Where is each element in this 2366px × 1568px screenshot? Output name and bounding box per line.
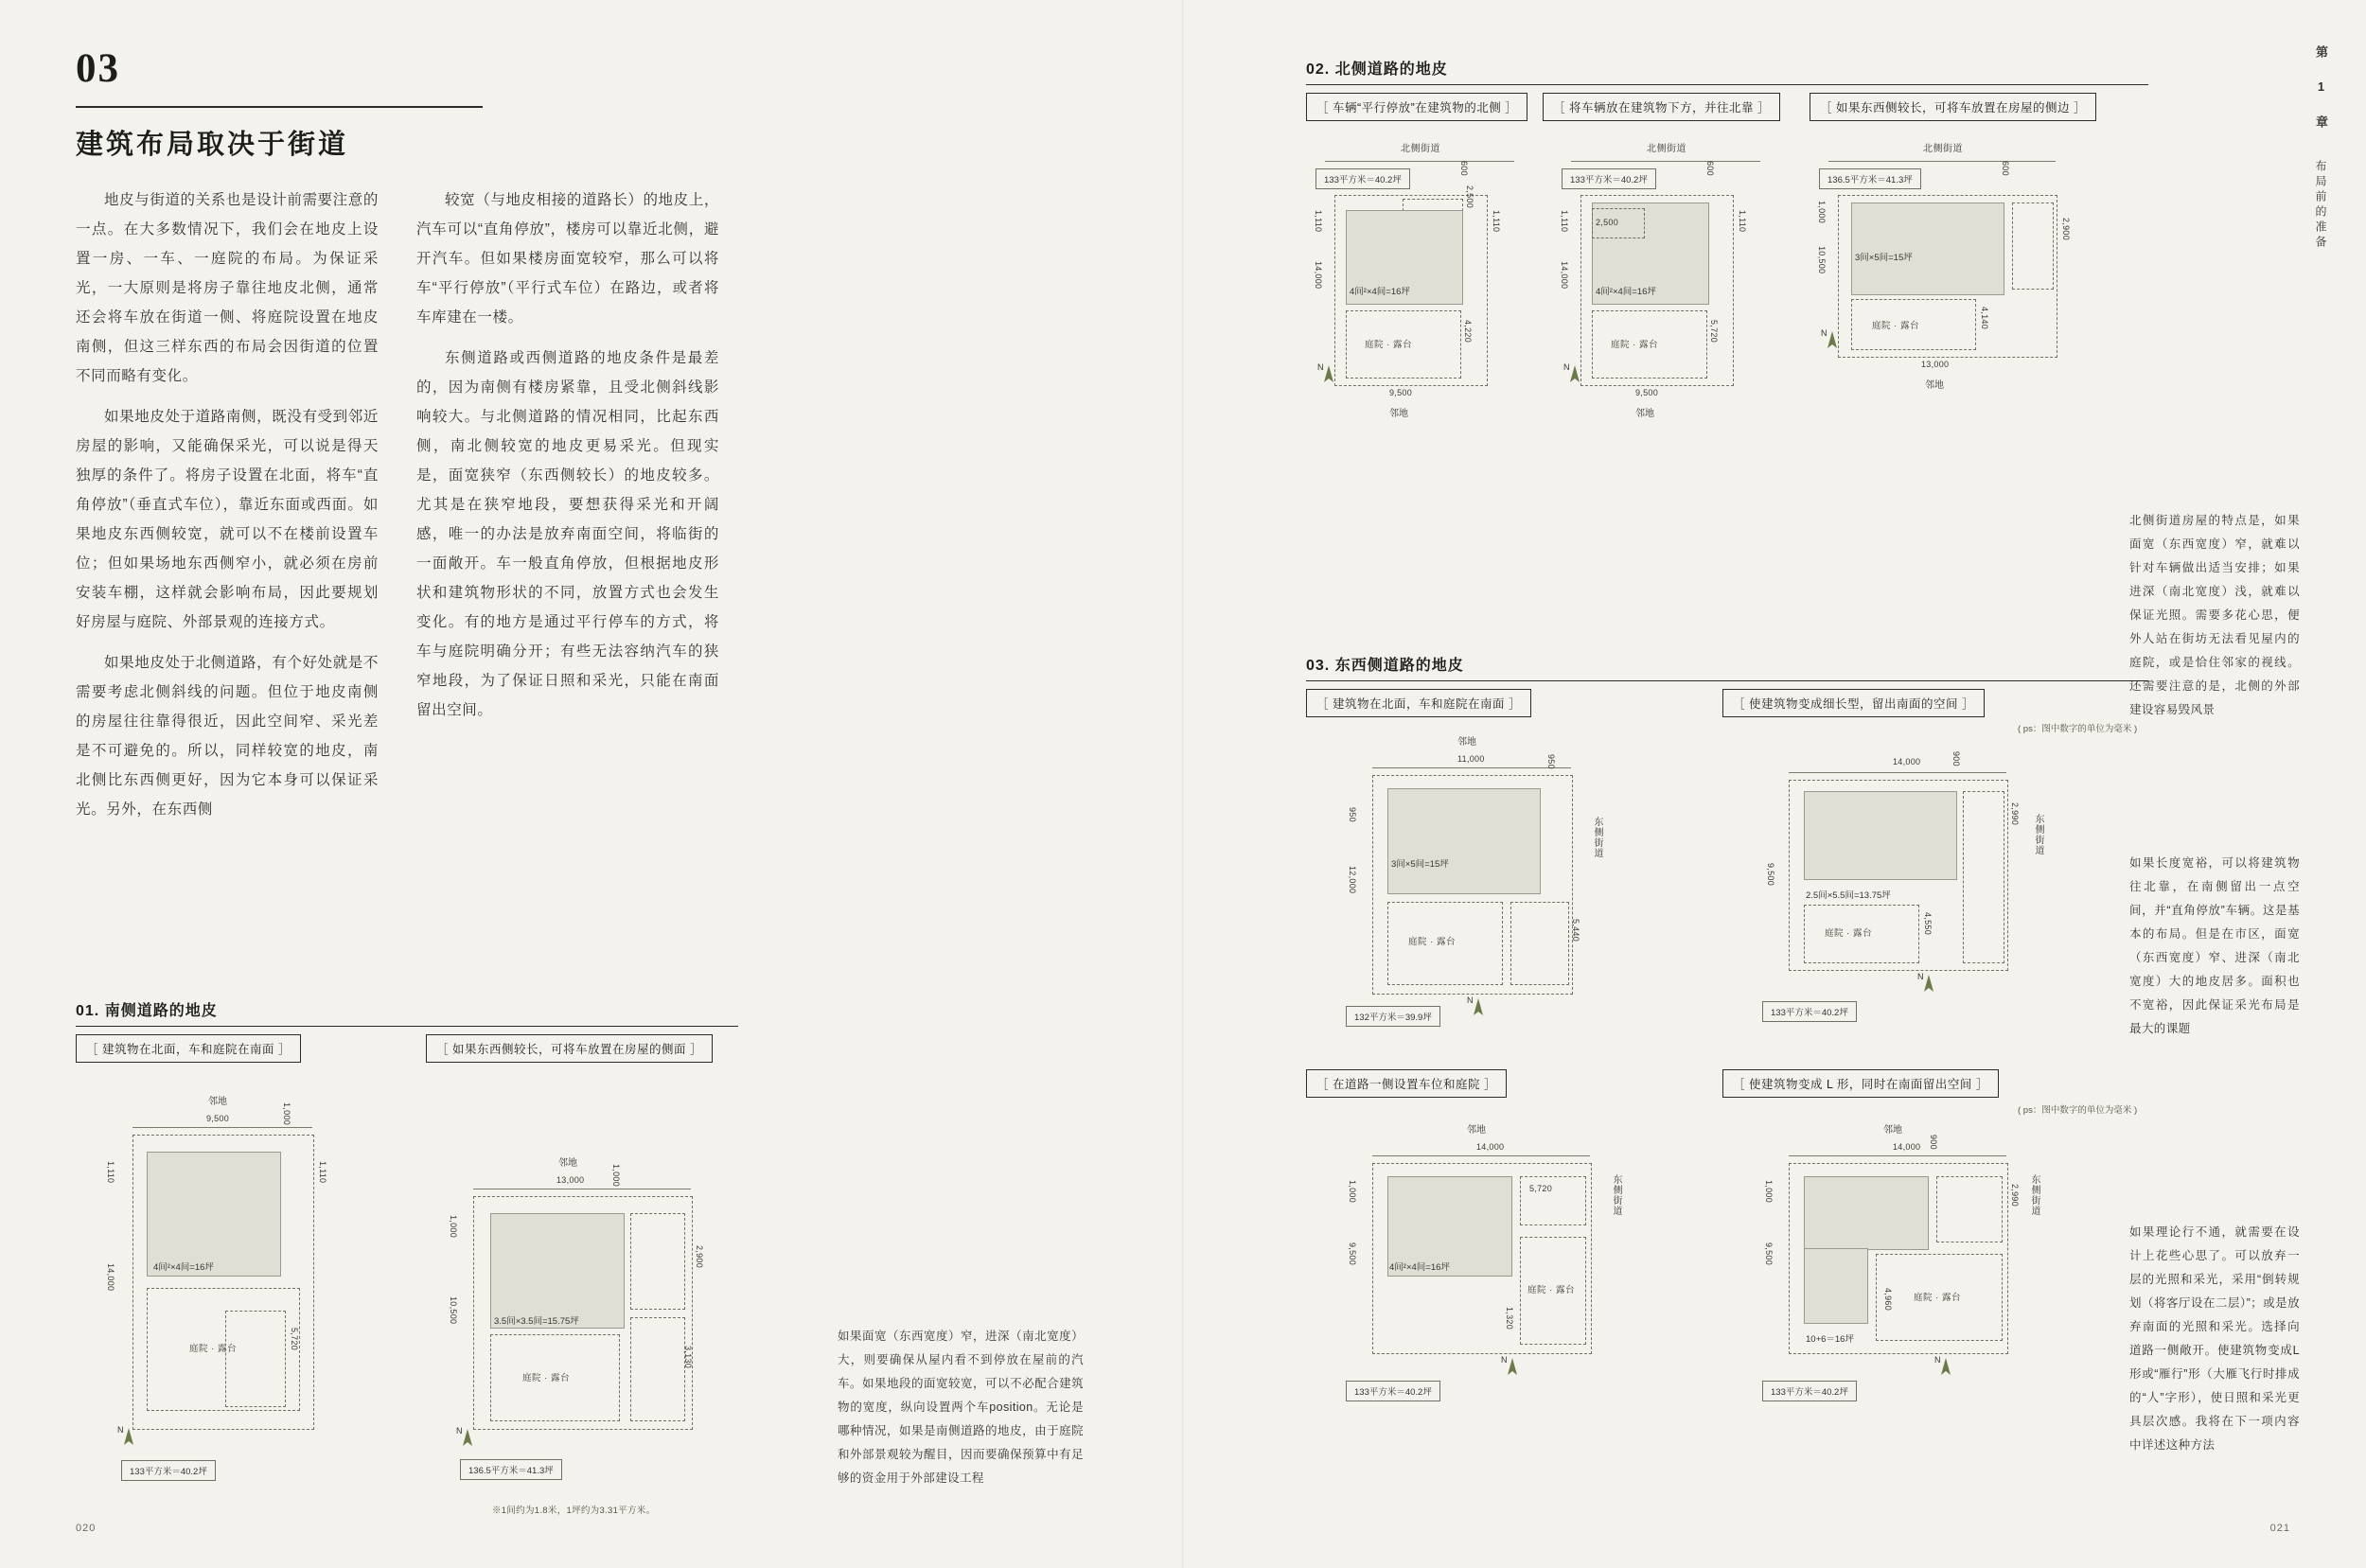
building-label: 3间×5间=15坪 xyxy=(1855,253,1913,263)
dim-left-main: 14,000 xyxy=(106,1263,115,1292)
area-value: 136.5平方米＝41.3坪 xyxy=(1819,168,1921,189)
dim-left-upper: 1,110 xyxy=(1560,210,1569,233)
compass-icon: N xyxy=(1567,363,1582,388)
dim-court: 5,720 xyxy=(1709,320,1719,344)
street-label: 东侧街道 xyxy=(1592,817,1602,858)
diagram-eastwest-road-c xyxy=(1334,1121,1666,1415)
courtyard-label: 庭院 · 露台 xyxy=(1825,928,1872,939)
dim-right: 2,900 xyxy=(695,1245,704,1269)
diagram-north-road-c xyxy=(1817,140,2103,391)
courtyard-label: 庭院 · 露台 xyxy=(1408,937,1456,947)
dim-top: 9,500 xyxy=(206,1114,230,1123)
dim-bottom: 9,500 xyxy=(1635,388,1659,397)
section-01-caption-a: ［ 建筑物在北面，车和庭院在南面 ］ xyxy=(76,1034,301,1063)
body-column-left xyxy=(76,185,379,824)
section-03-caption-d: ［ 使建筑物变成 L 形，同时在南面留出空间 ］ xyxy=(1722,1069,1999,1098)
paragraph: 东侧道路或西侧道路的地皮条件是最差的，因为南侧有楼房紧靠，且受北侧斜线影响较大。与北侧道路的情况相同，比起东西侧，南北侧较宽的地皮更易采光。但现实是，面宽狭窄（东西侧较长）的地皮较多。尤其是在狭窄地段，要想获得采光和开阔感，唯一的办法是放弃南面空间，将临街的一面敞开。车一般直角停放，但根据地皮形状和建筑物形状的不同，放置方式也会发生变化。有的地方是通过平行停车的方式，将车与庭院明确分开；有些无法容纳汽车的狭窄地段，为了保证日照和采光，只能在南面留出空间。 xyxy=(416,350,719,718)
diagram-north-road-b xyxy=(1560,140,1798,419)
area-value: 132平方米＝39.9坪 xyxy=(1346,1006,1440,1027)
dim-court: 4,140 xyxy=(1980,307,1989,330)
section-03-caption-b: ［ 使建筑物变成细长型，留出南面的空间 ］ xyxy=(1722,689,1985,717)
building-label: 3间×5间=15坪 xyxy=(1391,859,1449,870)
compass-icon: N xyxy=(121,1426,136,1451)
car-space xyxy=(1963,791,2004,963)
section-02-caption-c: ［ 如果东西侧较长，可将车放置在房屋的侧边 ］ xyxy=(1810,93,2096,121)
compass-icon: N xyxy=(1825,329,1840,354)
dim-right-upper: 1,110 xyxy=(1492,210,1501,233)
dim-bottom: 9,500 xyxy=(1389,388,1413,397)
street-label: 东侧街道 xyxy=(2033,814,2043,855)
compass-icon: N xyxy=(1471,996,1486,1021)
dim-top-small: 600 xyxy=(1459,161,1469,176)
paragraph: 地皮与街道的关系也是设计前需要注意的一点。在大多数情况下，我们会在地皮上设置一房、一车、一庭院的布局。为保证采光，一大原则是将房子靠往地皮北侧，通常还会将车放在街道一侧、将庭院设置在地皮南侧，但这三样东西的布局会因街道的位置不同而略有变化。 xyxy=(76,192,379,384)
neighbor-label: 邻地 xyxy=(208,1097,227,1107)
dim-top: 14,000 xyxy=(1476,1142,1505,1152)
street-rule xyxy=(1828,161,2056,162)
compass-icon: N xyxy=(1921,973,1936,997)
street-label: 东侧街道 xyxy=(1611,1174,1621,1216)
building-label: 3.5间×3.5间=15.75坪 xyxy=(494,1316,579,1327)
dim-car: 5,720 xyxy=(290,1328,299,1351)
dim-left-upper: 1,000 xyxy=(449,1215,458,1239)
chapter-number: 03 xyxy=(76,46,120,91)
neighbor-label: 邻地 xyxy=(1467,1125,1486,1136)
building-block xyxy=(1804,1176,1929,1250)
dim-court: 5,440 xyxy=(1571,919,1580,943)
dim-left-main: 10,500 xyxy=(1817,246,1827,274)
building-block-wing xyxy=(1804,1248,1868,1324)
building-block xyxy=(1387,788,1541,894)
dim-top-small: 900 xyxy=(1951,751,1961,766)
section-03-caption-a: ［ 建筑物在北面，车和庭院在南面 ］ xyxy=(1306,689,1531,717)
diagram-eastwest-road-a xyxy=(1334,733,1666,1046)
building-block xyxy=(147,1152,281,1277)
dim-rule xyxy=(1372,1155,1590,1156)
dim-left-main: 9,500 xyxy=(1348,1242,1357,1266)
dim-court: 4,960 xyxy=(1883,1288,1893,1312)
section-03-heading: 03. 东西侧道路的地皮 xyxy=(1306,653,2148,681)
car-space xyxy=(1510,902,1569,985)
dim-rule xyxy=(1789,772,2006,773)
diagram-eastwest-road-b xyxy=(1751,724,2138,1041)
dim-top-small: 600 xyxy=(1705,161,1715,176)
building-label: 4间²×4间=16坪 xyxy=(1389,1262,1450,1273)
dim-left-upper: 1,110 xyxy=(106,1161,115,1184)
street-label: 北侧街道 xyxy=(1401,144,1440,154)
dim-left-upper: 1,000 xyxy=(1348,1180,1357,1204)
section-02-caption-b: ［ 将车辆放在建筑物下方，并往北靠 ］ xyxy=(1543,93,1780,121)
paragraph: 如果地皮处于道路南侧，既没有受到邻近房屋的影响，又能确保采光，可以说是得天独厚的条件了。将房子设置在北面，将车“直角停放”（垂直式车位），靠近东面或西面。如果地皮东西侧较宽，就可以不在楼前设置车位；但如果场地东西侧窄小，就必须在房前安装车棚，这样就会影响布局，因此要规划好房屋与庭院、外部景观的连接方式。 xyxy=(76,409,379,630)
dim-right: 2,900 xyxy=(2061,218,2071,241)
dim-left-main: 14,000 xyxy=(1560,261,1569,290)
neighbor-label: 邻地 xyxy=(1925,380,1944,391)
street-rule xyxy=(1571,161,1760,162)
street-label: 北侧街道 xyxy=(1923,144,1963,154)
courtyard-label: 庭院 · 露台 xyxy=(1872,321,1919,331)
building-label: 4间²×4间=16坪 xyxy=(153,1262,214,1273)
dim-top: 14,000 xyxy=(1893,757,1921,766)
section-03-note-1: 如果长度宽裕，可以将建筑物往北靠，在南侧留出一点空间，并“直角停放”车辆。这是基本的布局。但是在市区，面宽（东西宽度）窄、进深（南北宽度）大的地皮居多。面积也不宽裕，因此保证采光布局是最大的课题 xyxy=(2129,856,2300,1035)
section-03-note-2: 如果理论行不通，就需要在设计上花些心思了。可以放弃一层的光照和采光，采用“倒转规划（将客厅设在二层）”；或是放弃南面的光照和采光。选择向道路一侧敞开。使建筑物变成L形或“雁行”形（大雁飞行时排成的“人”字形），使日照和采光更具层次感。我将在下一项内容中详述这种方法 xyxy=(2129,1225,2300,1452)
neighbor-label: 邻地 xyxy=(1883,1125,1902,1136)
dim-right: 2,990 xyxy=(2010,1184,2020,1207)
building-label: 4间²×4间=16坪 xyxy=(1350,287,1410,297)
paragraph: 如果地皮处于北侧道路，有个好处就是不需要考虑北侧斜线的问题。但位于地皮南侧的房屋往往靠得很近，因此空间窄、采光差是不可避免的。所以，同样较宽的地皮，南北侧比东西侧更好，因为它本身可以保证采光。另外，在东西侧 xyxy=(76,655,379,818)
dim-left-upper: 1,000 xyxy=(1764,1180,1774,1204)
area-value: 133平方米＝40.2坪 xyxy=(1762,1381,1857,1401)
car-space xyxy=(2012,203,2054,290)
running-head-title: 布局前的准备 xyxy=(2314,160,2327,251)
neighbor-label: 邻地 xyxy=(1635,409,1654,419)
courtyard-label: 庭院 · 露台 xyxy=(1365,340,1412,350)
dim-top: 14,000 xyxy=(1893,1142,1921,1152)
section-01-footnote: ※1间约为1.8米，1坪约为3.31平方米。 xyxy=(492,1506,656,1516)
section-02-caption-a: ［ 车辆“平行停放”在建筑物的北侧 ］ xyxy=(1306,93,1527,121)
diagram-south-road-a xyxy=(95,1093,407,1490)
compass-icon: N xyxy=(1321,363,1336,388)
dim-court: 1,320 xyxy=(1505,1307,1514,1330)
building-label: 4间²×4间=16坪 xyxy=(1596,287,1656,297)
area-value: 133平方米＝40.2坪 xyxy=(1562,168,1656,189)
dim-right: 2,990 xyxy=(2010,802,2020,826)
dim-left-main: 9,500 xyxy=(1766,863,1775,887)
unit-note: ( ps：图中数字的单位为毫米 ) xyxy=(2018,724,2138,734)
courtyard-label: 庭院 · 露台 xyxy=(522,1373,570,1383)
dim-bottom: 13,000 xyxy=(1921,360,1950,369)
dim-rule xyxy=(132,1127,312,1128)
dim-top: 11,000 xyxy=(1457,754,1485,764)
diagram-north-road-a xyxy=(1314,140,1552,419)
courtyard-label: 庭院 · 露台 xyxy=(1611,340,1658,350)
dim-left-upper: 950 xyxy=(1348,807,1357,822)
dim-top: 13,000 xyxy=(556,1175,585,1185)
chapter-title: 建筑布局取决于街道 xyxy=(76,130,349,160)
section-03-caption-c: ［ 在道路一侧设置车位和庭院 ］ xyxy=(1306,1069,1507,1098)
section-02-heading: 02. 北侧道路的地皮 xyxy=(1306,57,2148,85)
dim-court: 4,220 xyxy=(1463,320,1473,344)
diagram-south-road-b xyxy=(445,1154,767,1495)
area-value: 133平方米＝40.2坪 xyxy=(1346,1381,1440,1401)
paragraph: 较宽（与地皮相接的道路长）的地皮上，汽车可以“直角停放”，楼房可以靠近北侧，避开汽车。但如果楼房面宽较窄，那么可以将车“平行停放”（平行式车位）在路边，或者将车库建在一楼。 xyxy=(416,192,719,326)
car-space-2 xyxy=(630,1317,685,1421)
dim-left-main: 12,000 xyxy=(1348,866,1357,894)
section-01-caption-b: ［ 如果东西侧较长，可将车放置在房屋的侧面 ］ xyxy=(426,1034,713,1063)
dim-car: 2,500 xyxy=(1596,218,1619,227)
title-divider xyxy=(76,106,483,108)
street-label: 北侧街道 xyxy=(1647,144,1686,154)
street-label: 东侧街道 xyxy=(2029,1174,2039,1216)
car-space xyxy=(630,1213,685,1310)
dim-left-upper: 1,000 xyxy=(1817,201,1827,224)
compass-icon: N xyxy=(1505,1356,1520,1381)
dim-right-upper: 1,110 xyxy=(318,1161,327,1184)
building-label: 10+6＝16坪 xyxy=(1806,1334,1854,1345)
unit-note: ( ps：图中数字的单位为毫米 ) xyxy=(2018,1105,2138,1116)
compass-icon: N xyxy=(460,1427,475,1452)
building-block xyxy=(1804,791,1957,880)
area-value: 136.5平方米＝41.3坪 xyxy=(460,1459,562,1480)
neighbor-label: 邻地 xyxy=(558,1158,577,1169)
neighbor-label: 邻地 xyxy=(1457,737,1476,748)
running-head xyxy=(2312,45,2330,251)
dim-car: 2,500 xyxy=(1465,185,1474,209)
page-gutter xyxy=(1182,0,1184,1568)
area-value: 133平方米＝40.2坪 xyxy=(121,1460,216,1481)
street-rule xyxy=(1325,161,1514,162)
dim-left-main: 10,500 xyxy=(449,1296,458,1325)
neighbor-label: 邻地 xyxy=(1389,409,1408,419)
page-number-right: 021 xyxy=(2269,1523,2290,1534)
car-space xyxy=(1936,1176,2003,1242)
dim-left-main: 14,000 xyxy=(1314,261,1323,290)
right-page xyxy=(1183,0,2366,1568)
building-label: 2.5间×5.5间=13.75坪 xyxy=(1806,890,1891,901)
dim-top-small: 1,000 xyxy=(282,1102,291,1126)
body-column-right xyxy=(416,185,719,725)
dim-right-upper: 1,110 xyxy=(1738,210,1747,233)
dim-court-right: 3,130 xyxy=(683,1346,693,1369)
building-block xyxy=(1851,203,2004,295)
compass-icon: N xyxy=(1938,1356,1953,1381)
area-value: 133平方米＝40.2坪 xyxy=(1762,1001,1857,1022)
building-block xyxy=(490,1213,625,1329)
section-01-heading: 01. 南侧道路的地皮 xyxy=(76,998,738,1027)
section-01-note: 如果面宽（东西宽度）窄，进深（南北宽度）大，则要确保从屋内看不到停放在屋前的汽车。如果地段的面宽较宽，可以不必配合建筑物的宽度，纵向设置两个车position。无论是哪种情况，如果是南侧道路的地皮，由于庭院和外部景观较为醒目，因而要确保预算中有足够的资金用于外部建设工程 xyxy=(838,1330,1084,1485)
dim-left-main: 9,500 xyxy=(1764,1242,1774,1266)
courtyard-label: 庭院 · 露台 xyxy=(1914,1293,1961,1303)
section-02-note: 北侧街道房屋的特点是，如果面宽（东西宽度）窄，就难以针对车辆做出适当安排；如果进深（南北宽度）浅，就难以保证光照。需要多花心思，便外人站在街坊无法看见屋内的庭院，或是恰住邻家的视线。还需要注意的是，北侧的外部建设容易毁风景 xyxy=(2129,514,2300,716)
dim-top-small: 1,000 xyxy=(611,1164,621,1188)
dim-car: 5,720 xyxy=(1529,1184,1553,1193)
dim-court: 4,550 xyxy=(1923,912,1933,936)
dim-left-upper: 1,110 xyxy=(1314,210,1323,233)
dim-top-small: 900 xyxy=(1929,1135,1938,1150)
dim-top-small: 600 xyxy=(2001,161,2010,176)
courtyard-label: 庭院 · 露台 xyxy=(189,1344,237,1354)
dim-rule xyxy=(1789,1155,2006,1156)
car-space xyxy=(225,1311,286,1407)
dim-right-upper: 950 xyxy=(1546,754,1556,769)
courtyard-label: 庭院 · 露台 xyxy=(1527,1285,1575,1295)
area-value: 133平方米＝40.2坪 xyxy=(1315,168,1410,189)
dim-rule xyxy=(1372,767,1571,768)
page-number-left: 020 xyxy=(76,1523,97,1534)
running-head-chapter: 第 1 章 xyxy=(2314,45,2328,132)
diagram-eastwest-road-d xyxy=(1751,1105,2138,1415)
